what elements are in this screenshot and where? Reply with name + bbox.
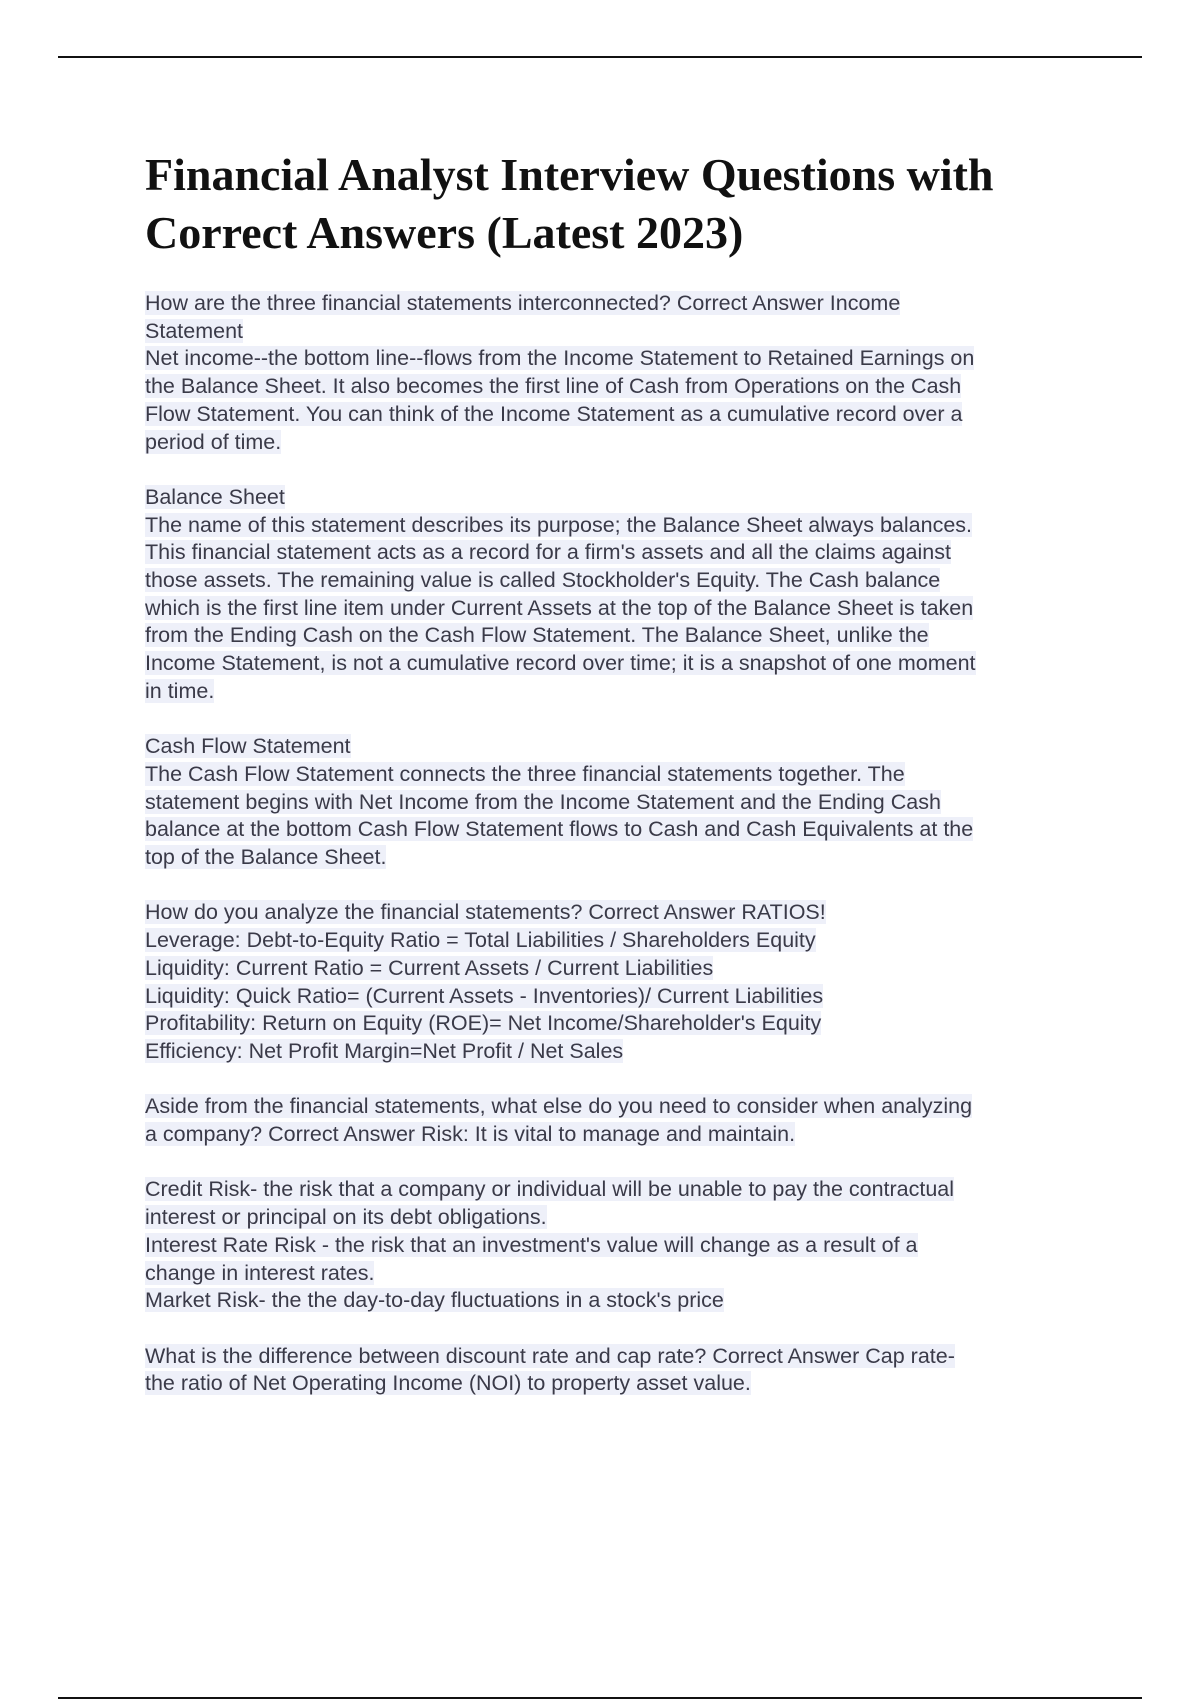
text-line: Flow Statement. You can think of the Income Statement as a cumulative record over a <box>145 401 963 426</box>
text-line: Market Risk- the the day-to-day fluctuations in a stock's price <box>145 1288 724 1313</box>
paragraph-balance-sheet <box>145 484 1085 706</box>
text-line: top of the Balance Sheet. <box>145 845 387 870</box>
text-line: the Balance Sheet. It also becomes the first line of Cash from Operations on the Cash <box>145 374 962 399</box>
text-line: statement begins with Net Income from the Income Statement and the Ending Cash <box>145 789 941 814</box>
text-line: The name of this statement describes its purpose; the Balance Sheet always balances. <box>145 512 973 537</box>
document-page <box>145 146 1085 1426</box>
title-line: Correct Answers (Latest 2023) <box>145 207 744 258</box>
text-line: the ratio of Net Operating Income (NOI) to property asset value. <box>145 1371 751 1396</box>
text-line: Statement <box>145 318 243 343</box>
text-line: Income Statement, is not a cumulative record over time; it is a snapshot of one moment <box>145 651 976 676</box>
text-line: This financial statement acts as a record for a firm's assets and all the claims against <box>145 540 951 565</box>
text-line: Interest Rate Risk - the risk that an investment's value will change as a result of a <box>145 1232 918 1257</box>
footer-divider <box>58 1697 1142 1699</box>
paragraph-ratios <box>145 899 1085 1065</box>
text-line: Balance Sheet <box>145 484 285 509</box>
text-line: Efficiency: Net Profit Margin=Net Profit / Net Sales <box>145 1038 624 1063</box>
text-line: interest or principal on its debt obligations. <box>145 1205 547 1230</box>
paragraph-risk-types <box>145 1176 1085 1315</box>
paragraph-cap-rate <box>145 1343 1085 1398</box>
header-divider <box>58 56 1142 58</box>
text-line: period of time. <box>145 429 282 454</box>
text-line: from the Ending Cash on the Cash Flow Statement. The Balance Sheet, unlike the <box>145 623 929 648</box>
text-line: How are the three financial statements interconnected? Correct Answer Income <box>145 291 901 315</box>
paragraph-risk <box>145 1093 1085 1148</box>
text-line: which is the first line item under Current Assets at the top of the Balance Sheet is taken <box>145 595 974 620</box>
text-line: What is the difference between discount rate and cap rate? Correct Answer Cap rate- <box>145 1343 955 1368</box>
document-body <box>145 290 1085 1398</box>
text-line: The Cash Flow Statement connects the three financial statements together. The <box>145 761 905 786</box>
text-line: Cash Flow Statement <box>145 734 351 759</box>
text-line: a company? Correct Answer Risk: It is vital to manage and maintain. <box>145 1122 796 1147</box>
text-line: in time. <box>145 678 215 703</box>
text-line: How do you analyze the financial statements? Correct Answer RATIOS! <box>145 900 826 925</box>
text-line: Credit Risk- the risk that a company or individual will be unable to pay the contractual <box>145 1177 955 1202</box>
text-line: change in interest rates. <box>145 1260 375 1285</box>
text-line: those assets. The remaining value is called Stockholder's Equity. The Cash balance <box>145 568 941 593</box>
text-line: Profitability: Return on Equity (ROE)= Net Income/Shareholder's Equity <box>145 1011 822 1036</box>
text-line: Net income--the bottom line--flows from the Income Statement to Retained Earnings on <box>145 346 975 371</box>
title-line: Financial Analyst Interview Questions with <box>145 149 994 200</box>
text-line: Aside from the financial statements, what else do you need to consider when analyzing <box>145 1094 973 1119</box>
paragraph-income-statement <box>145 290 1085 456</box>
text-line: Liquidity: Quick Ratio= (Current Assets - Inventories)/ Current Liabilities <box>145 983 824 1008</box>
paragraph-cash-flow-statement <box>145 733 1085 872</box>
document-title <box>145 146 1085 262</box>
text-line: balance at the bottom Cash Flow Statement flows to Cash and Cash Equivalents at the <box>145 817 974 842</box>
text-line: Leverage: Debt-to-Equity Ratio = Total Liabilities / Shareholders Equity <box>145 928 816 953</box>
text-line: Liquidity: Current Ratio = Current Assets / Current Liabilities <box>145 955 714 980</box>
